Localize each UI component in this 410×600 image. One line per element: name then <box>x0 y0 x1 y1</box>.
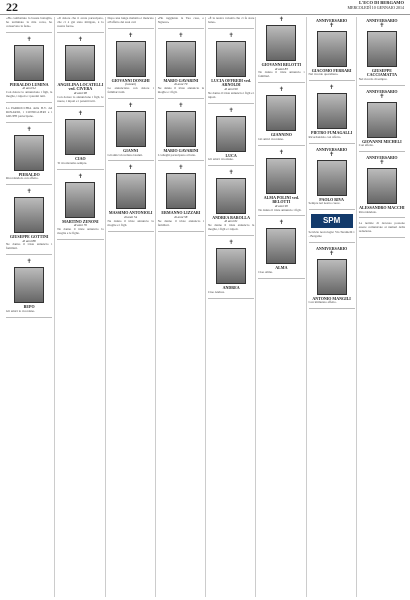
notice-text: Ne danno il triste annuncio i familiari. <box>6 242 53 251</box>
deceased-name: ALMA <box>275 265 288 271</box>
cross-icon: ✝ <box>379 160 385 167</box>
notice-text: Ne danno il triste annuncio i figli e i nipoti. <box>208 90 255 99</box>
deceased-name: ANDREA <box>222 285 240 291</box>
deceased-name: GIACOMO FERRARI <box>311 67 352 73</box>
cross-icon: ✝ <box>178 103 184 110</box>
obituary-notice <box>309 247 355 309</box>
portrait-photo <box>266 95 296 131</box>
portrait-photo <box>166 173 196 209</box>
notice-text: Ciao Andrea. <box>208 289 225 294</box>
anniversary-label: ANNIVERSARIO <box>366 155 398 161</box>
portrait-photo <box>65 182 95 218</box>
publication-title: L'ECO DI BERGAMO <box>358 0 404 5</box>
cross-icon: ✝ <box>77 173 83 180</box>
obituary-notice <box>57 174 103 240</box>
cross-icon: ✝ <box>26 126 32 133</box>
notice-text: Servizio necrologie: Via Taramelli 1 - Bergamo <box>308 230 355 238</box>
deceased-name: PIETRO FUMAGALLI <box>311 130 353 136</box>
publication-date: MERCOLEDÌ 10 GENNAIO 2014 <box>347 4 404 10</box>
deceased-age: di anni 54 <box>124 214 138 219</box>
obituary-notice <box>359 222 405 238</box>
cross-icon: ✝ <box>77 111 83 118</box>
notice-text: «Ho raggiunto la Tua casa, o Signore» <box>157 16 204 24</box>
obituary-notice <box>108 33 154 99</box>
cross-icon: ✝ <box>228 240 234 247</box>
deceased-age: di anni 94 <box>22 86 36 91</box>
obituary-notice <box>57 111 103 169</box>
deceased-name: MASSIMO ANTONIOLI <box>108 210 153 216</box>
portrait-photo <box>14 267 44 303</box>
notice-text: Ciao Alma. <box>258 269 273 274</box>
notice-text: Nel ricordo quotidiano. <box>308 72 339 77</box>
obituary-notice <box>258 150 304 217</box>
anniversary-label: ANNIVERSARIO <box>315 245 348 251</box>
notice-text: Con affetto. <box>358 143 374 148</box>
obituary-notice <box>6 107 52 123</box>
notice-text: Ne danno il triste annuncio la moglie e i figli. <box>107 218 154 227</box>
obituary-notice <box>359 19 405 86</box>
notice-text: Ne danno il triste annuncio la moglie, i figli e i nipoti. <box>208 223 255 232</box>
portrait-photo <box>116 41 146 77</box>
cross-icon: ✝ <box>379 93 385 100</box>
deceased-age: di anni 83 <box>274 66 288 71</box>
notice-text: Con dolore lo annunciano i figli, le nuore, i nipoti e i parenti tutti. <box>57 94 104 103</box>
masthead <box>347 1 404 10</box>
obituary-notice <box>158 33 204 99</box>
obituary-notice <box>208 33 254 104</box>
obituary-notice <box>158 165 204 231</box>
portrait-photo <box>166 41 196 77</box>
notice-text: Gli amici ricordano. <box>208 157 234 162</box>
deceased-name: ANTONIO MANGILI <box>312 295 351 301</box>
deceased-name: ALESSANDRO MACCHI <box>359 205 405 211</box>
notice-text: I colleghi partecipano al lutto. <box>157 152 197 157</box>
cross-icon: ✝ <box>278 87 284 94</box>
deceased-name: LUCA <box>225 152 237 158</box>
deceased-name: LUCIA OFFREDI ved. ARNOLDI <box>211 77 251 88</box>
notice-text: Gli amici lo ricordano. <box>6 308 36 313</box>
column-6 <box>255 17 305 597</box>
column-7 <box>306 17 356 597</box>
deceased-age: di anni 61 <box>224 219 238 224</box>
portrait-photo <box>116 173 146 209</box>
cross-icon: ✝ <box>128 165 134 172</box>
notice-text: Ne danno il triste annuncio i familiari. <box>258 70 305 79</box>
column-4 <box>155 17 205 597</box>
cross-icon: ✝ <box>77 36 83 43</box>
deceased-name: CIAO <box>75 156 86 162</box>
notice-text: Dopo una lunga malattia è mancato all'affetto dei suoi cari <box>107 16 154 24</box>
notice-text: Le notizie di decesso possono essere comunicate ai numeri della redazione. <box>358 221 405 234</box>
obituary-notice <box>6 17 52 33</box>
portrait-photo <box>14 197 44 233</box>
deceased-name: GIANNINO <box>270 132 292 138</box>
obituary-notice <box>258 17 304 83</box>
notice-text: «È la nostra volontà che ci fa stare bene» <box>208 16 255 24</box>
deceased-name: ANDREA BAROLLA <box>212 214 250 220</box>
deceased-name: MARIO GAVARINI <box>163 77 199 83</box>
notice-text: Lo annunciano con dolore i familiari tutti. <box>107 86 154 95</box>
portrait-photo <box>317 31 347 67</box>
anniversary-label: ANNIVERSARIO <box>366 88 398 94</box>
cross-icon: ✝ <box>228 169 234 176</box>
deceased-name: GIUSEPPE CACCIAMATTA <box>366 67 398 78</box>
notice-text: Nel ricordo di sempre. <box>358 76 388 81</box>
portrait-photo <box>317 93 347 129</box>
cross-icon: ✝ <box>278 149 284 156</box>
cross-icon: ✝ <box>379 22 385 29</box>
notice-text: Ricordandolo. <box>358 209 377 214</box>
obituary-notice <box>208 170 254 236</box>
cross-icon: ✝ <box>178 165 184 172</box>
column-3 <box>105 17 155 597</box>
cross-icon: ✝ <box>329 250 335 257</box>
deceased-name: MARTINO ZENONI <box>62 218 99 224</box>
portrait-photo <box>14 135 44 171</box>
cross-icon: ✝ <box>26 36 32 43</box>
page-number: 22 <box>6 0 18 14</box>
cross-icon: ✝ <box>228 32 234 39</box>
deceased-name: GIANNI <box>123 148 139 154</box>
obituary-columns <box>4 17 406 597</box>
obituary-notice <box>309 148 355 210</box>
notice-text: Gli amici ricordano Gianni. <box>107 152 143 157</box>
notice-text: Gli amici ricordano. <box>258 136 285 141</box>
obituary-notice <box>258 87 304 145</box>
obituary-notice <box>108 17 154 29</box>
deceased-age: di anni 58 <box>174 214 188 219</box>
obituary-notice <box>258 220 304 278</box>
portrait-photo <box>367 102 397 138</box>
portrait-photo <box>266 158 296 194</box>
obituary-notice <box>309 214 355 243</box>
portrait-photo <box>65 45 95 81</box>
obituary-notice <box>208 17 254 29</box>
anniversary-label: ANNIVERSARIO <box>315 18 348 23</box>
portrait-photo <box>317 160 347 196</box>
deceased-age: di anni 90 <box>224 86 238 91</box>
anniversary-label: ANNIVERSARIO <box>315 146 348 152</box>
obituary-notice <box>359 90 405 152</box>
spm-logo: SPM <box>311 214 353 228</box>
cross-icon: ✝ <box>329 85 335 92</box>
deceased-name: PIERALDO <box>18 171 40 177</box>
cross-icon: ✝ <box>329 151 335 158</box>
notice-text: Ti ricorderemo sempre. <box>57 160 88 165</box>
portrait-photo <box>216 116 246 152</box>
portrait-photo <box>216 41 246 77</box>
portrait-photo <box>116 111 146 147</box>
notice-text: «Il dolore che ti avete partecipato, che ci è già stato mitigato, è la nostra forza» <box>57 16 104 28</box>
portrait-photo <box>367 31 397 67</box>
deceased-age: di anni 79 <box>174 82 188 87</box>
column-8 <box>356 17 406 597</box>
portrait-photo <box>266 228 296 264</box>
deceased-name: ERMANNO LIZZARI <box>161 210 201 216</box>
cross-icon: ✝ <box>26 189 32 196</box>
obituary-notice <box>108 165 154 231</box>
obituary-notice <box>57 17 103 33</box>
notice-text: Ricordandolo con affetto. <box>308 134 342 139</box>
cross-icon: ✝ <box>26 259 32 266</box>
portrait-photo <box>317 259 347 295</box>
notice-text: Ne danno il triste annuncio i familiari. <box>157 218 204 227</box>
obituary-notice <box>6 127 52 185</box>
notice-text: Ne danno il triste annuncio la moglie e le figlie. <box>57 227 104 236</box>
column-2 <box>54 17 104 597</box>
cross-icon: ✝ <box>128 32 134 39</box>
cross-icon: ✝ <box>128 103 134 110</box>
deceased-age: (Gianni) <box>125 82 137 87</box>
obituary-notice <box>158 17 204 29</box>
deceased-name: BEPO <box>23 304 35 310</box>
notice-text: «Ho combattuto la buona battaglia, ho terminato la mia corsa, ho conservato la fede» <box>6 16 53 28</box>
portrait-photo <box>266 25 296 61</box>
obituary-notice <box>108 103 154 161</box>
obituary-notice <box>359 156 405 218</box>
cross-icon: ✝ <box>228 107 234 114</box>
column-5 <box>205 17 255 597</box>
cross-icon: ✝ <box>278 17 284 23</box>
deceased-age: di anni 90 <box>274 203 288 208</box>
obituary-notice <box>309 85 355 143</box>
deceased-name: ALMA POLINI ved. BELOTTI <box>263 194 299 205</box>
notice-text: Con dolore lo annunciano i figli, la moglie, i nipoti e i parenti tutti. <box>6 90 53 99</box>
deceased-name: GIOVANNI BELOTTI <box>261 62 302 67</box>
portrait-photo <box>216 248 246 284</box>
notice-text: Ne danno il triste annuncio la moglie e i figli. <box>157 86 204 95</box>
obituary-notice <box>6 37 52 103</box>
obituary-notice <box>6 259 52 317</box>
deceased-age: di anni 76 <box>73 223 87 228</box>
obituary-notice <box>208 240 254 298</box>
column-1 <box>4 17 53 597</box>
portrait-photo <box>65 119 95 155</box>
deceased-name: PIERALDO LUMINA <box>9 81 49 87</box>
notice-text: Ne danno il triste annuncio i figli. <box>258 207 302 212</box>
portrait-photo <box>166 111 196 147</box>
deceased-name: MARIO GAVARINI <box>163 148 199 154</box>
obituary-notice <box>158 103 204 161</box>
anniversary-label: ANNIVERSARIO <box>366 18 398 23</box>
notice-text: Ricordandolo con affetto. <box>6 176 39 181</box>
obituary-notice <box>309 19 355 81</box>
notice-text: Con immutato affetto. <box>308 300 337 305</box>
portrait-photo <box>216 178 246 214</box>
deceased-name: GIUSEPPE GOTTINI <box>9 234 49 240</box>
portrait-photo <box>367 168 397 204</box>
obituary-notice <box>57 37 103 108</box>
obituary-notice <box>6 189 52 255</box>
notice-text: La PARROCCHIA della B.V. del ROSARIO, i CONSIGLIERI e i GRUPPI partecipano. <box>6 105 53 118</box>
cross-icon: ✝ <box>178 32 184 39</box>
deceased-name: GIOVANNI MICHELI <box>362 138 402 144</box>
notice-text: Sempre nel nostro cuore. <box>308 201 341 206</box>
cross-icon: ✝ <box>278 220 284 227</box>
deceased-name: GIOVANNI DONGHI <box>111 77 150 83</box>
deceased-age: di anni 98 <box>73 90 87 95</box>
obituary-notice <box>208 108 254 166</box>
cross-icon: ✝ <box>329 22 335 29</box>
portrait-photo <box>14 45 44 81</box>
deceased-name: ANGELINA LOCATELLI ved. CIVERA <box>57 81 104 92</box>
deceased-name: PAOLO RIVA <box>319 196 344 202</box>
deceased-age: di anni 88 <box>22 238 36 243</box>
page-header <box>0 0 410 15</box>
